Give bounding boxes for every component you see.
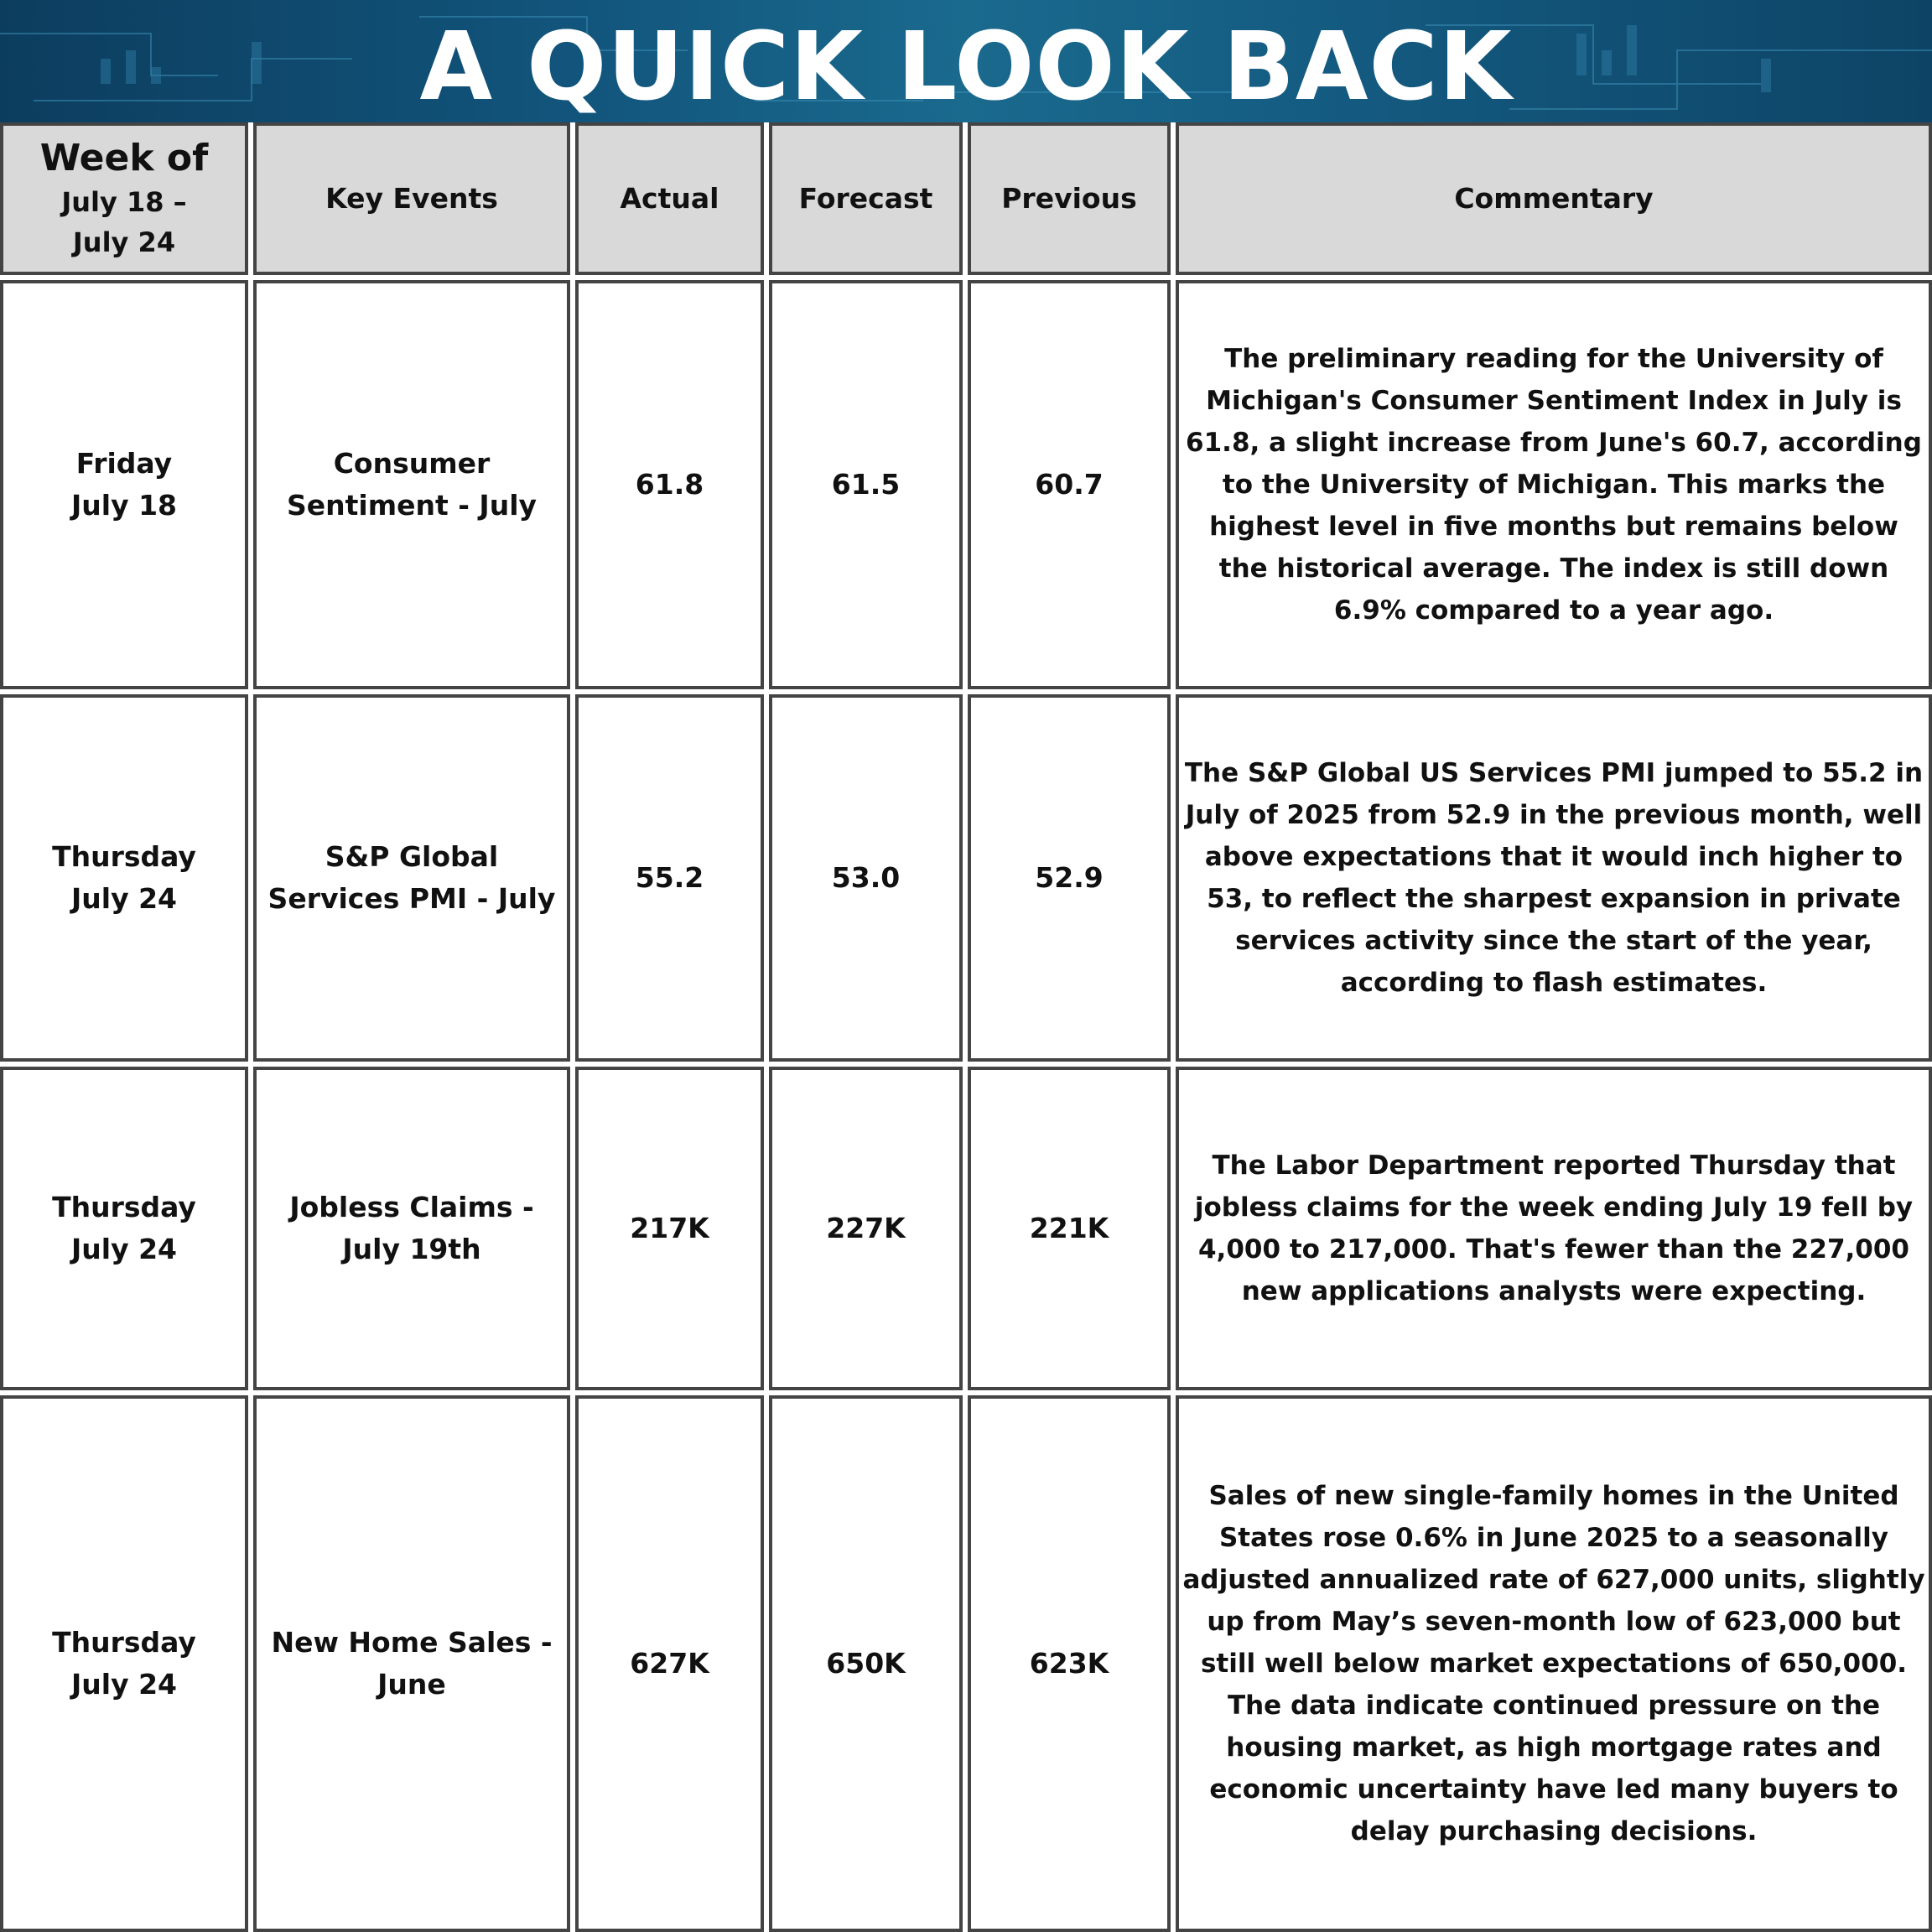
week-label: Week of (39, 137, 209, 179)
row-4-commentary: Sales of new single-family homes in the United States rose 0.6% in June 2025 to a seasonally adjusted annualized rate of 627,000 units, slightly up from May’s seven-month low of 623,000 but still well below market expectations of 650,000. The data indicate continued pressure on the housing market, as high mortgage rates and economic uncertainty have led many buyers to delay purchasing decisions. (1176, 1395, 1932, 1932)
row-1-day: Friday (75, 447, 173, 480)
row-4-event-line-2: June (377, 1668, 446, 1701)
row-4-actual: 627K (575, 1395, 764, 1932)
header-actual (575, 122, 764, 275)
row-3-date-text: July 24 (70, 1233, 177, 1265)
header-actual-label: Actual (620, 182, 719, 215)
header-forecast-label: Forecast (798, 182, 933, 215)
row-4-event (253, 1395, 570, 1932)
row-4-date (0, 1395, 248, 1932)
header-key-events-label: Key Events (325, 182, 498, 215)
header-previous-label: Previous (1001, 182, 1137, 215)
header-key-events (253, 122, 570, 275)
row-3-date (0, 1067, 248, 1390)
title-banner (0, 0, 1932, 122)
row-3-previous: 221K (968, 1067, 1171, 1390)
row-1-commentary: The preliminary reading for the University of Michigan's Consumer Sentiment Index in July is 61.8, a slight increase from June's 60.7, according to the University of Michigan. This marks the highest level in five months but remains below the historical average. The index is still down 6.9% compared to a year ago. (1176, 280, 1932, 689)
week-range-start: July 18 – (61, 186, 187, 218)
row-2-commentary: The S&P Global US Services PMI jumped to 55.2 in July of 2025 from 52.9 in the previous month, well above expectations that it would inch higher to 53, to reflect the sharpest expansion in private services activity since the start of the year, according to flash estimates. (1176, 694, 1932, 1062)
row-2-event (253, 694, 570, 1062)
row-1-forecast: 61.5 (769, 280, 963, 689)
week-range-end: July 24 (72, 226, 176, 258)
row-3-event-line-2: July 19th (342, 1233, 481, 1265)
row-2-forecast: 53.0 (769, 694, 963, 1062)
row-1-event-line-1: Consumer (333, 447, 491, 480)
header-week-of (0, 122, 248, 275)
row-2-date (0, 694, 248, 1062)
row-4-date-text: July 24 (70, 1668, 177, 1701)
header-previous (968, 122, 1171, 275)
row-2-event-line-2: Services PMI - July (267, 882, 556, 915)
row-3-commentary: The Labor Department reported Thursday that jobless claims for the week ending July 19 fell by 4,000 to 217,000. That's fewer than the 227,000 new applications analysts were expecting. (1176, 1067, 1932, 1390)
row-2-previous: 52.9 (968, 694, 1171, 1062)
row-4-day: Thursday (52, 1626, 196, 1659)
header-forecast (769, 122, 963, 275)
page-title: A QUICK LOOK BACK (419, 13, 1513, 122)
row-4-previous: 623K (968, 1395, 1171, 1932)
row-3-day: Thursday (52, 1191, 196, 1223)
row-1-event (253, 280, 570, 689)
row-1-date (0, 280, 248, 689)
row-3-actual: 217K (575, 1067, 764, 1390)
row-4-event-line-1: New Home Sales - (271, 1626, 553, 1659)
row-3-event-line-1: Jobless Claims - (289, 1191, 534, 1223)
row-2-date-text: July 24 (70, 882, 177, 915)
header-commentary-label: Commentary (1454, 182, 1654, 215)
row-2-day: Thursday (52, 840, 196, 873)
header-commentary (1176, 122, 1932, 275)
row-3-forecast: 227K (769, 1067, 963, 1390)
row-1-previous: 60.7 (968, 280, 1171, 689)
row-4-forecast: 650K (769, 1395, 963, 1932)
row-2-event-line-1: S&P Global (325, 840, 499, 873)
row-1-event-line-2: Sentiment - July (286, 489, 538, 522)
row-1-date-text: July 18 (70, 489, 177, 522)
row-3-event (253, 1067, 570, 1390)
row-2-actual: 55.2 (575, 694, 764, 1062)
row-1-actual: 61.8 (575, 280, 764, 689)
